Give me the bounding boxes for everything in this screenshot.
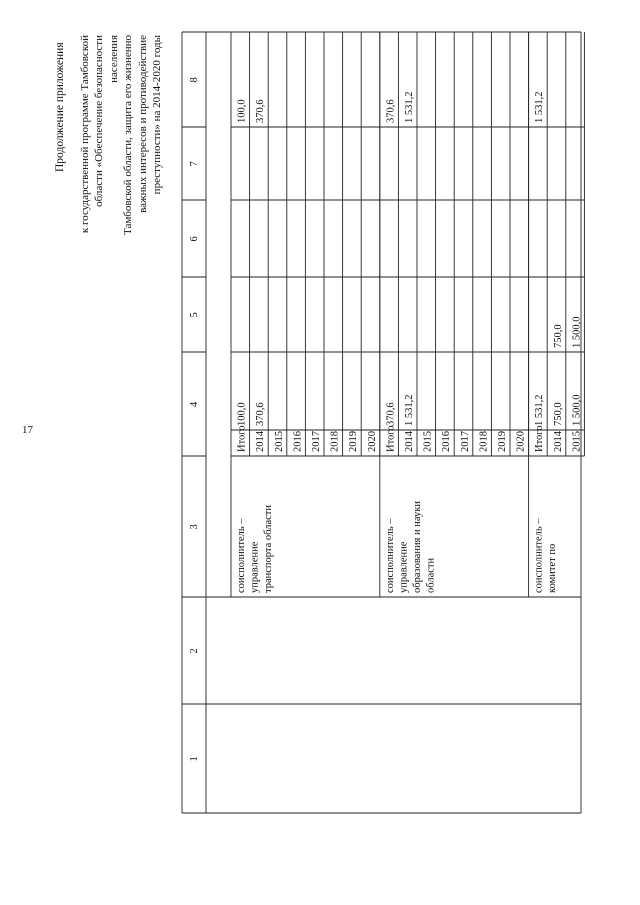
year-cell: 2016 (441, 431, 453, 452)
subtitle-line: важных интересов и противодействие (136, 35, 149, 213)
year-cell: 2015 (571, 431, 583, 452)
subtitle-line: преступности» на 2014-2020 годы (151, 35, 164, 195)
subtitle-line: к государственной программе Тамбовской (79, 35, 91, 234)
year-cell: 2017 (311, 431, 322, 452)
year-cell: 2015 (422, 431, 434, 452)
value-cell-col8: 370,6 (385, 99, 397, 123)
total-cell: 370,6 (385, 402, 397, 426)
year-cell: 2020 (515, 431, 527, 452)
column-number: 3 (189, 524, 200, 530)
executor-name: соисполнитель – (533, 518, 545, 593)
column-number: 8 (189, 77, 200, 83)
appendix-title: Продолжение приложения (54, 42, 66, 172)
value-cell-col8: 100,0 (236, 99, 248, 123)
executor-name: транспорта области (263, 505, 274, 593)
value-cell-col5: 1 500,0 (571, 316, 583, 348)
column-number: 1 (189, 756, 200, 762)
year-cell: Итого (385, 425, 397, 452)
subtitle-line: Тамбовской области, защита его жизненно (122, 35, 135, 235)
executor-name: управление (398, 541, 410, 593)
total-cell: 100,0 (236, 402, 248, 426)
subtitle-line: области «Обеспечение безопасности населения (93, 35, 120, 207)
executor-name: соисполнитель – (236, 518, 247, 593)
year-cell: 2019 (348, 431, 360, 452)
year-cell: 2014 (404, 431, 415, 452)
executor-name: комитет по (547, 543, 559, 593)
column-number: 5 (189, 312, 200, 318)
year-cell: Итого (236, 425, 248, 452)
value-cell-col5: 750,0 (552, 324, 564, 348)
column-number: 4 (189, 401, 200, 407)
total-cell: 1 531,2 (534, 394, 546, 426)
total-cell: 750,0 (552, 402, 564, 426)
year-cell: 2018 (478, 431, 490, 452)
year-cell: Итого (534, 425, 546, 452)
page-number: 17 (22, 424, 33, 436)
column-number: 6 (189, 236, 200, 242)
year-cell: 2015 (273, 431, 285, 452)
column-number: 2 (189, 648, 200, 654)
year-cell: 2014 (255, 431, 267, 452)
total-cell: 1 500,0 (571, 394, 583, 426)
value-cell-col8: 370,6 (255, 99, 267, 123)
year-cell: 2014 (552, 431, 564, 452)
executor-name: области (425, 557, 437, 593)
total-cell: 370,6 (255, 402, 267, 426)
year-cell: 2017 (459, 431, 471, 452)
year-cell: 2020 (366, 431, 378, 452)
executor-name: образования и науки (411, 501, 423, 593)
total-cell: 1 531,2 (404, 394, 415, 426)
executor-name: управление (249, 541, 261, 593)
column-number: 7 (189, 161, 200, 167)
year-cell: 2018 (329, 431, 341, 452)
executor-name: соисполнитель – (384, 518, 396, 593)
year-cell: 2019 (497, 431, 508, 452)
year-cell: 2016 (292, 431, 304, 452)
value-cell-col8: 1 531,2 (404, 91, 415, 123)
value-cell-col8: 1 531,2 (534, 91, 546, 123)
